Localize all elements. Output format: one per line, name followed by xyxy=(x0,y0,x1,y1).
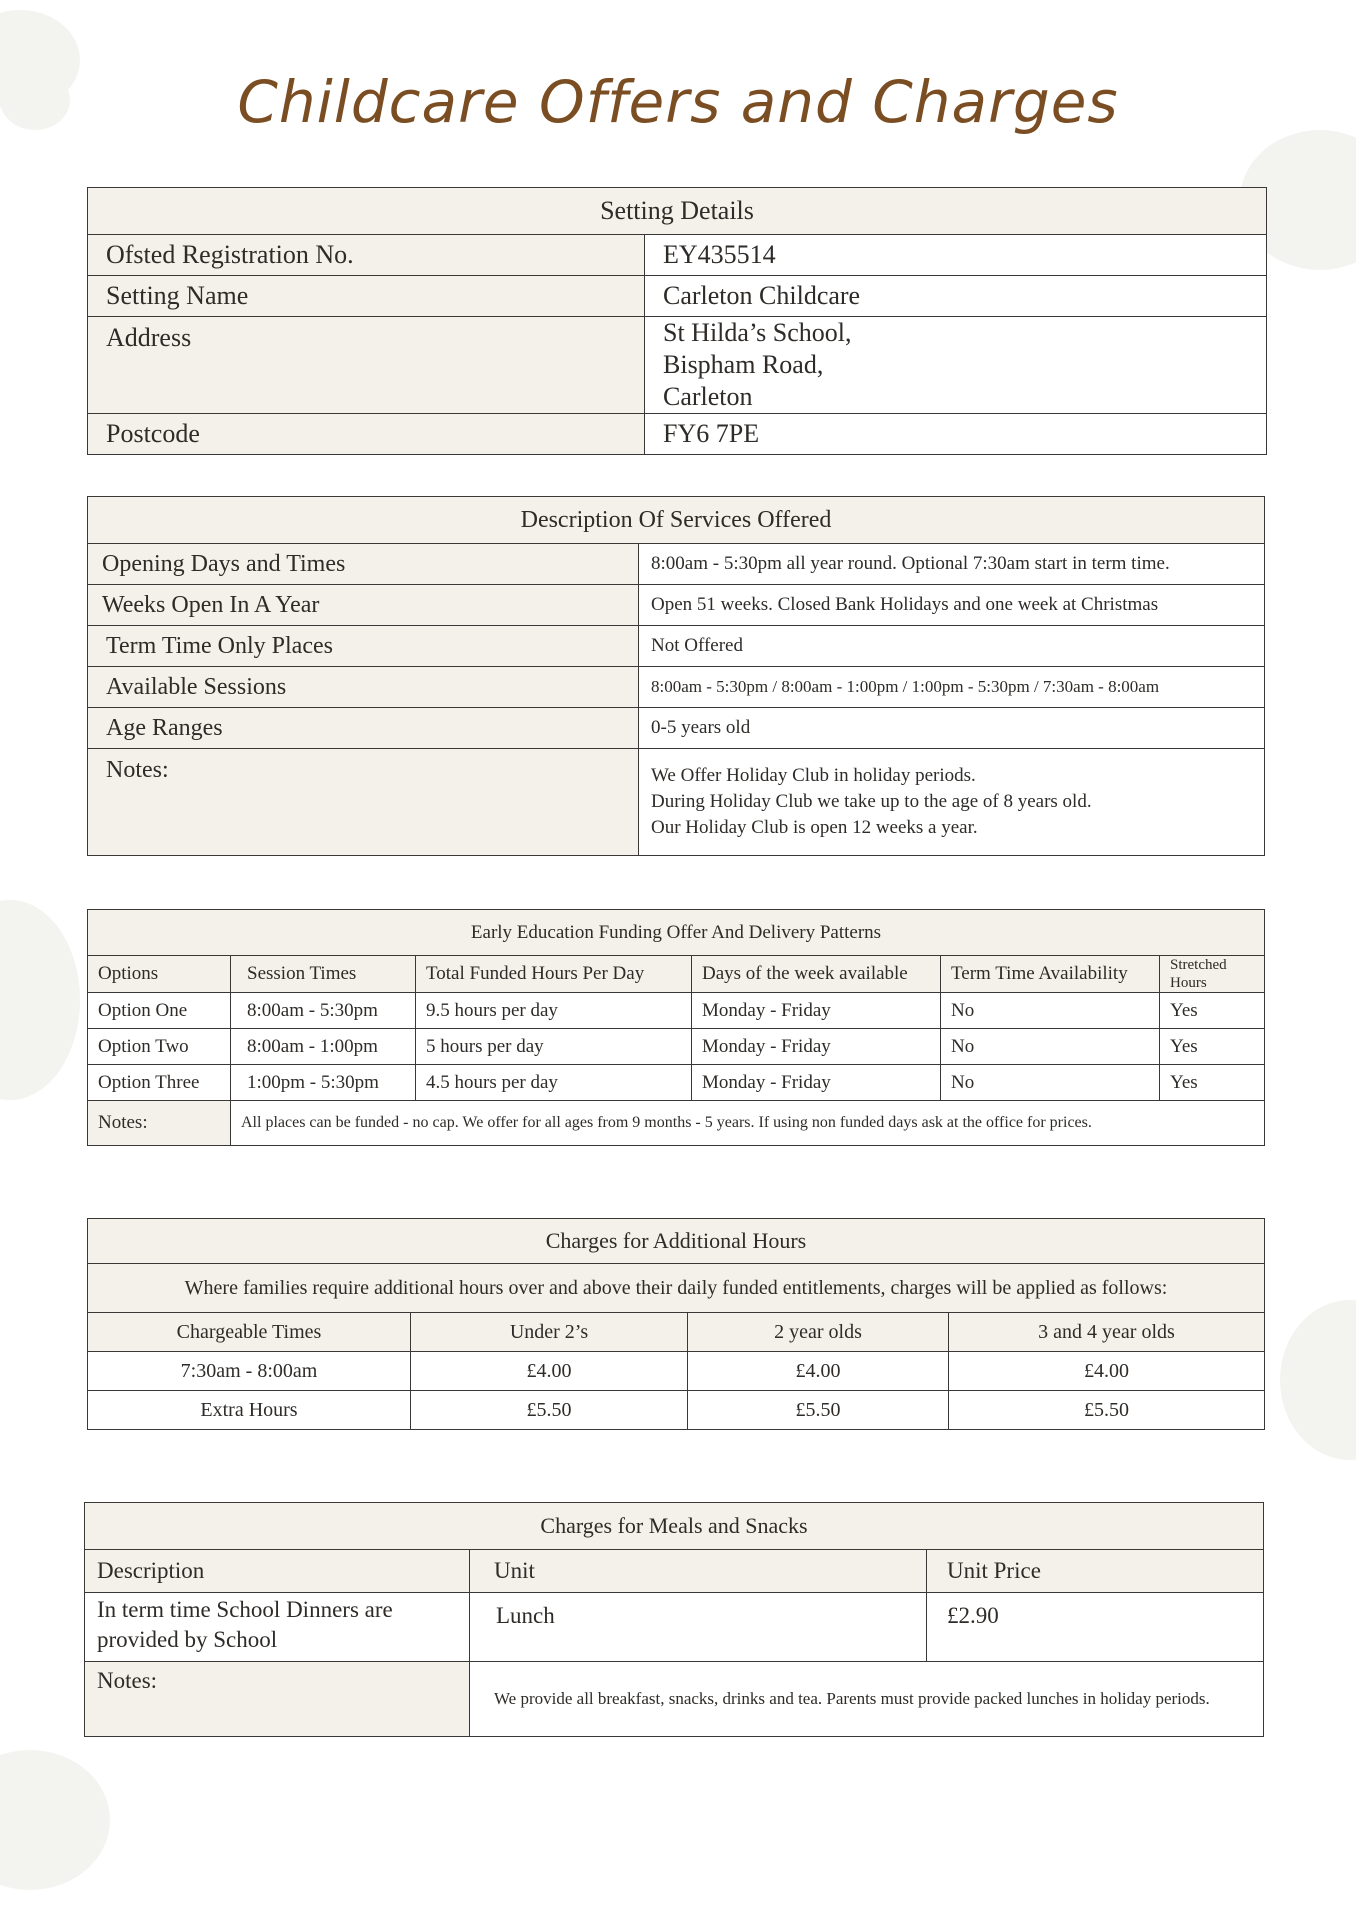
cell: £2.90 xyxy=(927,1593,1264,1662)
row-label: Weeks Open In A Year xyxy=(88,585,639,626)
note-line: Our Holiday Club is open 12 weeks a year. xyxy=(651,817,978,838)
cell: No xyxy=(941,1065,1160,1101)
cell: In term time School Dinners are provided by School xyxy=(85,1593,470,1662)
cell: £4.00 xyxy=(688,1352,949,1391)
notes-value: We provide all breakfast, snacks, drinks and tea. Parents must provide packed lunches in holiday periods. xyxy=(470,1662,1264,1737)
column-header: Unit Price xyxy=(927,1550,1264,1593)
column-header: Term Time Availability xyxy=(941,956,1160,993)
notes-label: Notes: xyxy=(88,749,639,856)
notes-label: Notes: xyxy=(88,1101,231,1146)
row-value: 0-5 years old xyxy=(639,708,1265,749)
background-leaf-decoration xyxy=(0,900,80,1100)
column-header: Under 2’s xyxy=(411,1313,688,1352)
cell: Yes xyxy=(1160,1065,1265,1101)
row-label: Opening Days and Times xyxy=(88,544,639,585)
cell: £4.00 xyxy=(411,1352,688,1391)
table-row xyxy=(88,626,1265,667)
column-header: 2 year olds xyxy=(688,1313,949,1352)
row-label: Age Ranges xyxy=(88,708,639,749)
row-label: Postcode xyxy=(88,414,645,455)
cell: No xyxy=(941,993,1160,1029)
table-heading: Charges for Additional Hours xyxy=(88,1219,1265,1264)
background-leaf-decoration xyxy=(1280,1300,1356,1460)
cell: Lunch xyxy=(470,1593,927,1662)
column-header: Chargeable Times xyxy=(88,1313,411,1352)
page-title: Childcare Offers and Charges xyxy=(237,68,1119,136)
table-row xyxy=(88,1065,1265,1101)
table-row xyxy=(85,1593,1264,1662)
table-row xyxy=(88,1029,1265,1065)
cell: 1:00pm - 5:30pm xyxy=(231,1065,416,1101)
note-line: We Offer Holiday Club in holiday periods. xyxy=(651,765,976,786)
background-leaf-decoration xyxy=(0,1750,110,1890)
cell: Option One xyxy=(88,993,231,1029)
table-row xyxy=(88,544,1265,585)
row-label: Term Time Only Places xyxy=(88,626,639,667)
row-label: Address xyxy=(88,317,645,414)
cell: 9.5 hours per day xyxy=(416,993,692,1029)
cell: Monday - Friday xyxy=(692,993,941,1029)
table-row xyxy=(88,1391,1265,1430)
funding-table xyxy=(87,909,1265,1146)
cell: Yes xyxy=(1160,1029,1265,1065)
row-value: FY6 7PE xyxy=(645,414,1267,455)
note-line: During Holiday Club we take up to the age of 8 years old. xyxy=(651,791,1092,812)
services-table xyxy=(87,496,1265,856)
cell: No xyxy=(941,1029,1160,1065)
cell: 5 hours per day xyxy=(416,1029,692,1065)
column-header: Total Funded Hours Per Day xyxy=(416,956,692,993)
setting-details-table xyxy=(87,187,1267,455)
table-row xyxy=(88,667,1265,708)
cell: Extra Hours xyxy=(88,1391,411,1430)
row-value: Not Offered xyxy=(639,626,1265,667)
column-headers xyxy=(88,1313,1265,1352)
table-row xyxy=(88,235,1267,276)
row-value: Carleton Childcare xyxy=(645,276,1267,317)
column-header: Options xyxy=(88,956,231,993)
table-row xyxy=(88,708,1265,749)
notes-value: All places can be funded - no cap. We offer for all ages from 9 months - 5 years. If using non funded days ask at the office for prices. xyxy=(231,1101,1265,1146)
cell: 4.5 hours per day xyxy=(416,1065,692,1101)
row-value: Open 51 weeks. Closed Bank Holidays and one week at Christmas xyxy=(639,585,1265,626)
intro-text: Where families require additional hours over and above their daily funded entitlements, charges will be applied as follows: xyxy=(88,1264,1265,1313)
row-value: 8:00am - 5:30pm / 8:00am - 1:00pm / 1:00pm - 5:30pm / 7:30am - 8:00am xyxy=(639,667,1265,708)
cell: 7:30am - 8:00am xyxy=(88,1352,411,1391)
row-label: Available Sessions xyxy=(88,667,639,708)
cell: Option Two xyxy=(88,1029,231,1065)
cell: 8:00am - 1:00pm xyxy=(231,1029,416,1065)
column-header: 3 and 4 year olds xyxy=(949,1313,1265,1352)
cell: £5.50 xyxy=(411,1391,688,1430)
table-row xyxy=(88,1101,1265,1146)
column-header: Stretched Hours xyxy=(1160,956,1265,993)
cell: 8:00am - 5:30pm xyxy=(231,993,416,1029)
table-heading: Charges for Meals and Snacks xyxy=(85,1503,1264,1550)
table-row xyxy=(88,414,1267,455)
cell: £4.00 xyxy=(949,1352,1265,1391)
table-heading: Setting Details xyxy=(88,188,1267,235)
table-row xyxy=(88,276,1267,317)
column-header: Unit xyxy=(470,1550,927,1593)
table-row xyxy=(88,993,1265,1029)
table-heading: Early Education Funding Offer And Delivery Patterns xyxy=(88,910,1265,956)
row-label: Setting Name xyxy=(88,276,645,317)
table-row xyxy=(88,317,1267,414)
cell: Monday - Friday xyxy=(692,1029,941,1065)
meals-table xyxy=(84,1502,1264,1737)
notes-value xyxy=(639,749,1265,856)
table-row xyxy=(88,1352,1265,1391)
cell: Option Three xyxy=(88,1065,231,1101)
column-headers xyxy=(88,956,1265,993)
table-row xyxy=(85,1662,1264,1737)
notes-label: Notes: xyxy=(85,1662,470,1737)
column-header: Description xyxy=(85,1550,470,1593)
column-headers xyxy=(85,1550,1264,1593)
row-value: EY435514 xyxy=(645,235,1267,276)
row-value: St Hilda’s School, Bispham Road, Carleton xyxy=(645,317,1267,414)
column-header: Session Times xyxy=(231,956,416,993)
cell: Yes xyxy=(1160,993,1265,1029)
column-header: Days of the week available xyxy=(692,956,941,993)
table-row xyxy=(88,585,1265,626)
row-label: Ofsted Registration No. xyxy=(88,235,645,276)
table-heading: Description Of Services Offered xyxy=(88,497,1265,544)
table-row xyxy=(88,749,1265,856)
cell: £5.50 xyxy=(949,1391,1265,1430)
cell: Monday - Friday xyxy=(692,1065,941,1101)
cell: £5.50 xyxy=(688,1391,949,1430)
additional-hours-table xyxy=(87,1218,1265,1430)
row-value: 8:00am - 5:30pm all year round. Optional 7:30am start in term time. xyxy=(639,544,1265,585)
